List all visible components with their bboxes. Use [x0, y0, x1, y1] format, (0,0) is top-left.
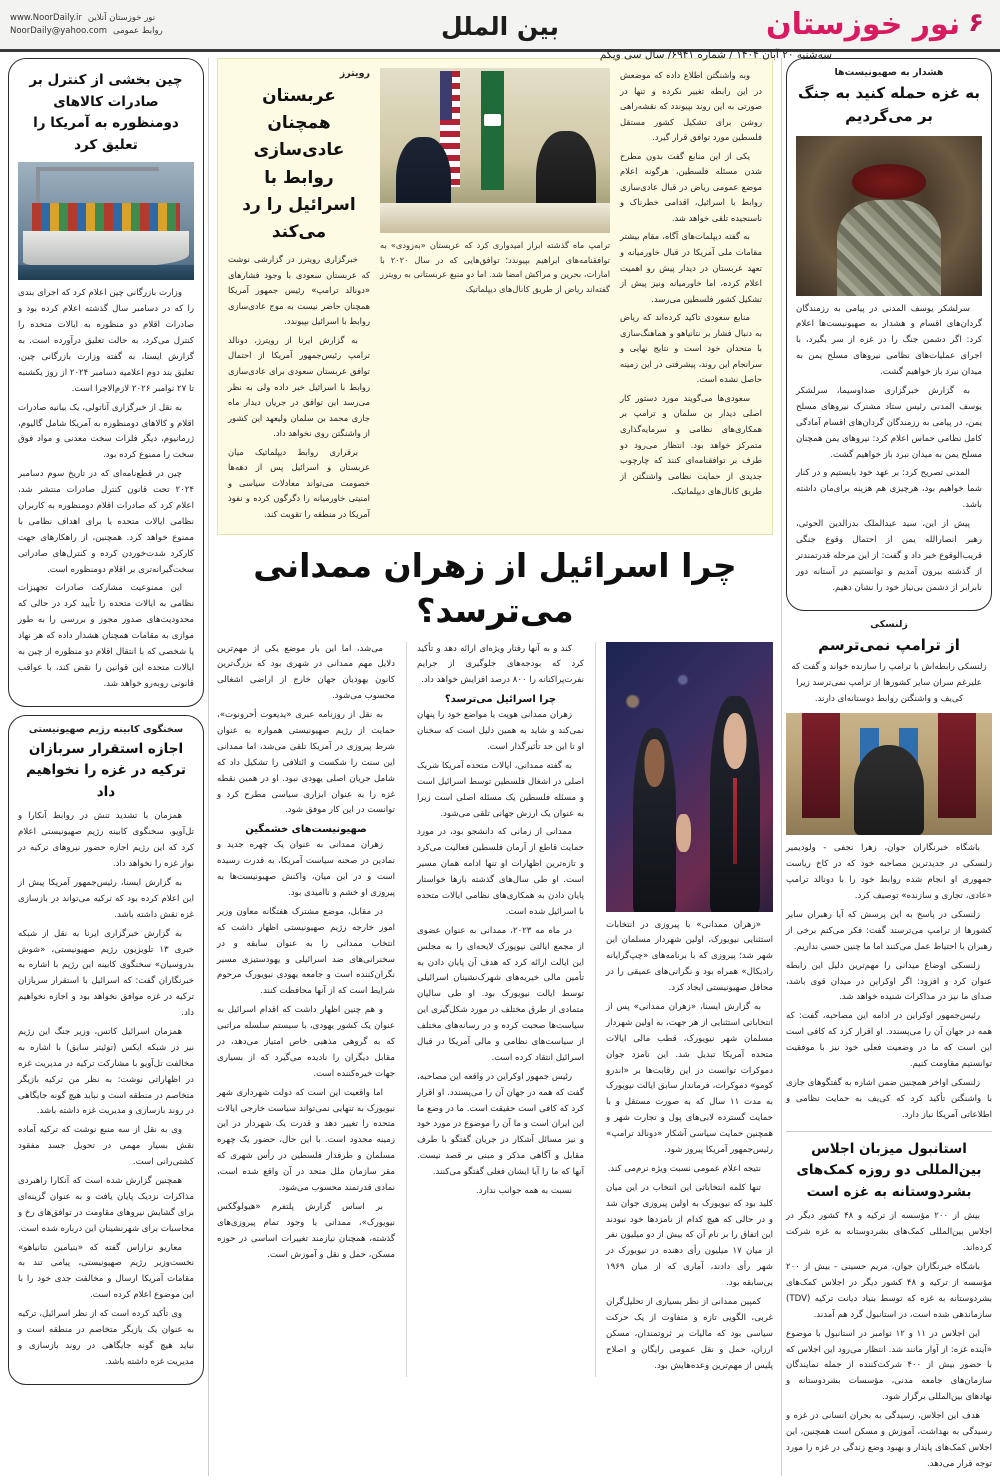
main-headline: چرا اسرائیل از زهران ممدانی می‌ترسد؟: [253, 546, 737, 630]
trump-mbs-meeting-photo: [380, 68, 610, 233]
yemen-p2: به گزارش خبرگزاری صداوسیما، سرلشکر یوسف المدنی رئیس ستاد مشترک نیروهای مسلح یمن، در پیامی به رزمندگان گردان‌های اقسام آمادگی کامل نظامی حماس اعلام کرد: نیروهای یمن همچنان مسلح یمن به میدان نبرد باز خواهیم گشت.: [796, 385, 982, 460]
main-cp1: زهران ممدانی هویت یا مواضع خود را پنهان نمی‌کند و شاید به همین دلیل است که سخنان او تا این حد تأثیرگذار است.: [417, 710, 584, 752]
yemeni-commander-photo: [796, 136, 982, 296]
main-lp2: زهران ممدانی به عنوان یک چهره جدید و نمادین در صحنه سیاست آمریکا، به قدرت رسیده است و در این میان، واکنش صهیونیست‌ها به پیروزی او خشم و ناامیدی بود.: [217, 840, 395, 898]
turkey-p2: به گزارش ایسنا، رئیس‌جمهور آمریکا پیش از این اعلام کرده بود که ترکیه می‌تواند در بازسازی غزه نقش داشته باشد.: [18, 877, 194, 920]
saudi-photo-block: [380, 68, 610, 525]
main-center-text: [417, 642, 584, 690]
left-column: [782, 58, 992, 1476]
table-foreground: [380, 203, 610, 233]
page-number: ۶: [968, 8, 984, 39]
main-cp3: ممدانی از زمانی که دانشجو بود، در مورد حمایت قاطع از آرمان فلسطین فعالیت می‌کرد و تازه‌ترین اظهارات او تنها ادامه همان مسیر است. او طی سال‌های گذشته بارها خواستار پایان دادن به همکاری‌های نظامی ایالات متحده با اسرائیل شده است.: [417, 827, 584, 917]
turkey-headline: اجازه استقرار سربازان ترکیه در غزه را نخواهیم داد: [26, 740, 186, 800]
main-cp6: نسبت به همه جوانب ندارد.: [475, 1186, 572, 1197]
article-istanbul-summit: [786, 1139, 992, 1473]
saudi-lp4: منابع سعودی تاکید کرده‌اند که ریاض به دنبال فشار بر نتانیاهو و هماهنگ‌سازی با متحدان خود است و نتایج نهایی و سرانجام این روند، پیشرفتی در این زمینه حاصل نشده است.: [620, 312, 762, 385]
saudi-lp1: وبه واشنگتن اطلاع داده که موضعش در این رابطه تغییر نکرده و تنها در صورتی به این روند بپیوندد که نقشه‌راهی روشن برای تشکیل کشور مستقل فلسطین مورد توافق قرار گیرد.: [620, 70, 762, 143]
main-left-text2: [217, 838, 395, 1263]
saudi-head-block: [228, 68, 370, 525]
shipping-containers: [32, 203, 180, 234]
istanbul-p2: باشگاه خبرنگاران جوان، مریم حسینی - بیش از ۲۰۰ مؤسسه از ترکیه و ۴۸ کشور دیگر در اجلاس کمک‌های بشردوستانه به غزه که توسط بنیاد دیانت ترکیه (TDV) سازماندهی شده است، در استانبول گرد هم آمدند.: [786, 1262, 992, 1320]
main-rp2: به گزارش ایسنا، «زهران ممدانی» پس از انتخاباتی استثنایی از هر جهت، به اولین شهردار مسلمان شهر نیویورک، قطب مالی ایالات متحده آمریکا تبدیل شد. این نامزد جوان دموکرات توانست در این رقابت‌ها بر «اندرو کومو» دموکرات، فرماندار سابق ایالت نیویورک به مدت ۱۱ سال که به صورت مستقل و با حمایت گسترده لابی‌های پول و تجارت شهر و همچنین حمایت سیاسی آشکار «دونالد ترامپ» رئیس‌جمهور آمریکا پیروز شود.: [606, 1001, 773, 1155]
mamdani-netanyahu-photo: [606, 642, 773, 912]
saudi-p3: برقراری روابط دیپلماتیک میان عربستان و اسرائیل پس از دهه‌ها خصومت می‌تواند معادلات سیاسی و امنیتی خاورمیانه را دگرگون کرده و نفوذ آمریکا در منطقه را تقویت کند.: [228, 446, 370, 519]
zelensky-p4: رئیس‌جمهور اوکراین در ادامه این مصاحبه، گفت: که همه در جهان آن را می‌پسندد. او اقرار کرد که کافی است این است که ما در وضعیت فعلی خود نیز با موفقیت توانستیم مقاومت کنیم.: [786, 1011, 992, 1070]
container-ship-photo: [18, 162, 194, 280]
netanyahu-figure: [710, 696, 760, 912]
page-body: [0, 52, 1000, 1480]
saudi-kicker: رویترز: [339, 68, 370, 79]
main-cp0: کند و به آنها رفتار ویژه‌ای ارائه دهد و تأکید کرد که بودجه‌های جلوگیری از جرایم نفرت‌پراکنانه را ۸۰۰ درصد افزایش خواهد داد.: [417, 643, 584, 686]
middle-column: [208, 58, 782, 1476]
ship-hull: [23, 231, 188, 266]
article-yemen-warning: [786, 58, 992, 611]
turkey-p7: معاریو نزاراس گفته که «بنیامین نتانیاهو» نخست‌وزیر رژیم صهیونیستی، پیامی تند به مقامات آمریکا ارسال و مخالفت جدی خود را با این موضوع اعلام کرده است.: [18, 1242, 194, 1301]
water-surface: [18, 265, 194, 280]
article-zelensky: [786, 619, 992, 1124]
main-right-text: [606, 918, 773, 1375]
china-p3: چین در قطع‌نامه‌ای که در تاریخ سوم دسامبر ۲۰۲۴ تحت قانون کنترل صادرات منتشر شد، اعلام کرد که صادرات اقلام دومنظوره به کاربران نظامی ایالات متحده یا برای اهداف نظامی با ممنوع خواهد کرد. همچنین، از راهکارهای جهت کارکرد شدت‌خوردن کرده و کنترل‌های صادراتی سخت‌گیرانه‌تری بر اقلام دومنظوره است.: [18, 469, 194, 575]
saudi-lp5: سعودی‌ها می‌گویند مورد دستور کار اصلی دیدار بن سلمان و ترامپ بر همکاری‌های نظامی و سرمایه‌گذاری متمرکز خواهد بود. انتظار می‌رود دو طرف بر توافقنامه‌ای کنند که چارچوب جدیدی از حمایت نظامی واشنگتن از طریق کانال‌های دیپلماتیک.: [620, 392, 762, 497]
main-rp5: کمپین ممدانی از نظر بسیاری از تحلیل‌گران غربی، الگویی تازه و متفاوت از یک حرکت سیاسی بود که مالیات بر ثروتمندان، مسکن ارزان، حمل و نقل عمومی رایگان و اصلاح پلیس از مهم‌ترین وعده‌هایش بود.: [606, 1297, 773, 1371]
turkey-p4: همزمان اسرائیل کاتس، وزیر جنگ این رژیم نیز در شبکه ایکس (توئیتر سابق) با اشاره به مخالفت تل‌آویو با مشارکت ترکیه در مدیریت غزه در اظهاراتی نوشت: به نظر من ترکیه بازیگر متخاصم در منطقه است و نباید هیچ گونه جایگاهی در روند بازسازی و مدیریت غزه داشته باشد.: [18, 1027, 194, 1117]
saudi-left-text: [620, 68, 762, 525]
main-cp4: در ماه مه ۲۰۲۳، ممدانی به عنوان عضوی از مجمع ایالتی نیویورک لایحه‌ای را به مجلس این ایالت ارائه کرد که هدف آن پایان دادن به تأمین مالی خیریه‌های شهرک‌نشینان اسرائیلی توسط ایالت نیویورک بود. او طی سالیان متمادی از طرق مختلف در مورد شکل‌گیری این سیاست‌ها صحبت کرده و در رسانه‌های مختلف از سیاست‌های نظامی و مالی آمریکا در قبال اسرائیل انتقاد کرده است.: [417, 925, 584, 1063]
website-label: نور خوزستان آنلاین: [87, 12, 156, 23]
turkey-body: [18, 809, 194, 1370]
right-column: [8, 58, 208, 1476]
saudi-lp2: یکی از این منابع گفت بدون مطرح شدن مسئله فلسطین، هرگونه اعلام موضع عمومی ریاض در قبال عادی‌سازی روابط با اسرائیل، اقدامی خطرناک و ناسنجیده تلقی خواهد شد.: [620, 150, 762, 223]
yemen-kicker: هشدار به صهیونیست‌ها: [834, 67, 944, 78]
zelensky-body: [786, 841, 992, 1123]
saudi-p1: خبرگزاری رویترز در گزارشی نوشت که عربستان سعودی با وجود فشارهای «دونالد ترامپ» رئیس جمهور آمریکا همچنان حاضر نیست به موج عادی‌سازی روابط با اسرائیل بپیوندد.: [228, 254, 370, 327]
website-url[interactable]: www.NoorDaily.ir: [10, 12, 82, 23]
saudi-p2: به گزارش ایرنا از رویترز، دونالد ترامپ رئیس‌جمهور آمریکا از احتمال توافق عربستان سعودی برای عادی‌سازی روابط با اسرائیل خبر داده ولی به نظر می‌رسد این توافق در جریان دیدار ماه جاری محمد بن سلمان ولیعهد این کشور از واشنگتن روی نخواهد داد.: [228, 334, 370, 439]
main-col-right: [595, 642, 773, 1378]
main-rp1: «زهران ممدانی» با پیروزی در انتخابات استثنایی نیویورک، اولین شهردار مسلمان این شهر شد؛ پیروزی که با برنامه‌های «چپ‌گرایانه رادیکال» همراه بود و نگرانی‌های عمیقی را در محافل صهیونیستی ایجاد کرد.: [606, 919, 773, 994]
main-lp5: اما واقعیت این است که دولت شهرداری شهر نیویورک به تنهایی نمی‌تواند سیاست خارجی ایالات متحده را تغییر دهد و قدرت یک شهردار در این زمینه محدود است. با این حال، حضور یک چهره مسلمان و طرفدار فلسطین در رأس شهری که مقر سازمان ملل متحد در آن واقع شده است، نمادی قدرتمند محسوب می‌شود.: [217, 1087, 395, 1194]
zelensky-p5: زلنسکی اواخر همچنین ضمن اشاره به گفتگوهای جاری با واشنگتن تأکید کرد که کی‌یف به حمایت نظامی و اطلاعاتی آمریکا نیاز دارد.: [786, 1077, 992, 1120]
main-col-center: [406, 642, 584, 1378]
email-row: [10, 25, 163, 38]
istanbul-headline: استانبول میزبان اجلاس بین‌المللی دو روزه کمک‌های بشردوستانه به غزه است: [796, 1140, 982, 1200]
main-subhead-2: صهیونیست‌های خشمگین: [245, 824, 367, 836]
main-lp4: و هم چنین اظهار داشت که اقدام اسرائیل به عنوان یک کشور یهودی، با سیستم سلسله مراتبی که به گروهی مذهبی خاص امتیاز می‌دهد، در مقابل دیگران را نادیده می‌گیرد که از بسیاری جهات خیره‌کننده است.: [217, 1005, 395, 1079]
zelensky-p3: زلنسکی اوضاع میدانی را مهم‌ترین دلیل این رابطه عنوان کرد و افزود: اگر اوکراین در میدان قوی باشد، صدای ما نیز در مذاکرات شنیده خواهد شد.: [786, 960, 992, 1003]
main-rp4: تنها کلمه انتخاباتی این انتخاب در این میان کلید بود که نیویورک به اولین پیروزی جوان شد و در حالی که هیچ کدام از نامزدها خود نبودند این اتفاق را بر نام آن که بیش از دو میلیون نفر از میان ۱۷ میلیون رأی دهنده در نیویورک در شهر رأی دادند، آماری که از میان ۱۹۶۹ بی‌سابقه بود.: [606, 1182, 773, 1289]
china-p1: وزارت بازرگانی چین اعلام کرد که اجرای بندی را که در دسامبر سال گذشته اعلام کرده بود و صادرات اقلام دو منظوره به ایالات متحده را کنترل می‌کرد، به حالت تعلیق درآورده است. به گزارش ایسنا، به گفته وزارت بازرگانی چین، تعلیق بند دوم اعلامیه دسامبر ۲۰۲۴ از روز یکشنبه تا ۲۷ نوامبر ۲۰۲۶ لازم‌الاجرا است.: [18, 288, 194, 394]
left-divider: [786, 1131, 992, 1132]
article-china-export-control: [8, 58, 204, 707]
zelensky-headline: از ترامپ نمی‌ترسم: [818, 635, 960, 654]
zelensky-photo: [786, 713, 992, 835]
istanbul-p3: این اجلاس در ۱۱ و ۱۲ نوامبر در استانبول با موضوع «آینده غزه: از آوار مانند شد. انتظار می‌رود این اجلاس که با حضور بیش از ۴۰۰ شرکت‌کننده از جمله نمایندگان سازمان‌های جامعه مدنی، مؤسسات بشردوستانه و نهادهای بین‌المللی برگزار شود.: [786, 1328, 992, 1403]
main-lp1: به نقل از روزنامه عبری «یدیعوت أحرونوت»، حمایت از رژیم صهیونیستی همواره به عنوان شرط پیروزی در آمریکا تلقی می‌شد، اما ممدانی این سنت را شکست و ائتلافی را تشکیل داد که شامل جریان اصلی یهودی نبود. او در همین نقطه غزه را به عنوان ابزاری سیاسی مطرح کرد و توانست در این کار موفق شود.: [217, 710, 395, 816]
saudi-flag-icon: [481, 71, 504, 190]
yemen-body: [796, 302, 982, 597]
main-left-text: [217, 642, 395, 820]
turkey-p6: همچنین گزارش شده است که آنکارا راهبردی مذاکرات نزدیک پایان یافت و به عنوان گزینه‌ای برای گشایش نیروهای مقاومت در توافق‌های رخ و محاسبات برای شهرنشینان این درباره شده است.: [18, 1176, 194, 1234]
logo-block: [766, 6, 961, 42]
istanbul-p1: بیش از ۲۰۰ مؤسسه از ترکیه و ۴۸ کشور دیگر در اجلاس بین‌المللی کمک‌های بشردوستانه به غزه شرکت کرده‌اند.: [786, 1211, 992, 1254]
zelensky-figure: [854, 745, 924, 835]
main-cp5: رئیس جمهور اوکراین در واقعه این مصاحبه، گفت که همه در جهان آن را می‌پسندد. او اقرار کرد که کافی است حقیقت است. ما در وضع ما این ایران است و ما آن را موضوع در مورد خود و نیز مسائل آشکار در جریان گفتگو با طرف مقابل و آگاهی مذکر و مبنی بر قصد نیست. آنها که ما را آیا ایشان فعلی گفتگو می‌کنند.: [417, 1071, 584, 1178]
yemen-p3: المدنی تصریح کرد: بر عهد خود بایستیم و در کنار شما خواهیم بود، هرچیزی هم هزینه برای‌مان داشته باشد.: [796, 468, 982, 511]
article-saudi-normalization: [217, 58, 773, 535]
istanbul-p4: هدف این اجلاس، رسیدگی به بحران انسانی در غزه و رسیدگی به بهداشت، آموزش و مسکن است همچنین، این اجلاس کمک‌های پایدار و بهبود وضع زندگی در غزه را مورد توجه قرار می‌دهد.: [786, 1411, 992, 1469]
pr-label: روابط عمومی: [113, 25, 163, 36]
main-cp2: به گفته ممدانی، ایالات متحده آمریکا شریک اصلی در اشغال فلسطین توسط اسرائیل است و مسئله فلسطین یک مسئله اصلی است زیرا به عنوان یک ارزش جهانی تلقی می‌شود.: [417, 760, 584, 819]
yemen-headline: به غزه حمله کنید به جنگ بر می‌گردیم: [797, 84, 980, 126]
saudi-lp3: به گفته دیپلمات‌های آگاه، مقام بیشتر مقامات ملی آمریکا در قبال خاورمیانه و تعهد عربستان در دیدار پیش رو اهمیت اعلام کرده، اما خاورمیانه ونیز پیش از تشکیل کشور فلسطین می‌رسد.: [620, 231, 762, 304]
email-address[interactable]: NoorDaily@yahoo.com: [10, 25, 107, 36]
contact-block: [10, 12, 163, 38]
main-subhead-1: چرا اسرائیل می‌ترسد؟: [444, 694, 557, 706]
china-body: [18, 286, 194, 692]
article-turkey-gaza: [8, 715, 204, 1385]
main-lp6: بر اساس گزارش پلتفرم «هیولوگکس نیویورک»، ممدانی با وجود تمام پیروزی‌های گذشته، همچنان نیازمند تغییرات اساسی در حوزه مسکن، حمل و نقل و آموزش است.: [217, 1201, 395, 1260]
masthead-dateline: سه‌شنبه ۲۰ آبان ۱۴۰۴ / شماره ۶۹۴۱/ سال سی ویکم: [599, 49, 832, 61]
istanbul-body: [786, 1209, 992, 1472]
turkey-p5: وی به نقل از سه منبع نوشت که ترکیه آماده نقش بسیار مهمی در تحویل جسد مفقود کشتی‌رانی است.: [18, 1125, 194, 1168]
newspaper-logo: نور خوزستان: [766, 6, 961, 42]
main-lp0: می‌شد، اما این بار موضع یکی از مهم‌ترین دلایل مهم ممدانی در شهری بود که بزرگ‌ترین کانون یهودیان جهان خارج از اراضی اشغالی محسوب می‌شود.: [217, 643, 395, 702]
main-rp3: نتیجه اعلام عمومی نسبت ویژه نرم‌می کند.: [607, 1163, 761, 1174]
saudi-photo-caption: ترامپ ماه گذشته ابراز امیدواری کرد که عربستان «به‌زودی» به توافقنامه‌های ابراهیم بپیوندد؛ توافق‌هایی که در سال ۲۰۲۰ با امارات، بحرین و مراکش امضا شد. اما دو منبع عربستانی به رویترز گفته‌اند ریاض از طریق کانال‌های دیپلماتیک: [380, 240, 610, 294]
section-title: بین الملل: [440, 12, 560, 41]
yemen-p1: سرلشکر یوسف المدنی در پیامی به رزمندگان گردان‌های اقسام و هشدار به صهیونیست‌ها اعلام کرد: اگر دشمن جنگ را در غزه از سر بگیرد، با اجرای عملیات‌های نظامی نیروهای مسلح یمن به میدان نبرد باز خواهیم گشت.: [796, 303, 982, 378]
masthead-branding: [766, 6, 984, 42]
turkey-p3: به گزارش خبرگزاری ایرنا به نقل از شبکه خبری ۱۳ تلویزیون رژیم صهیونیستی، «شوش بدروسیان» سخنگوی کابینه این رژیم با اشاره به خبرنگاران گفت: که اسرائیل با استقرار سربازان ترکیه در غزه موافق نخواهد بود و اجازه نخواهیم داد.: [18, 928, 194, 1019]
saudi-body: [228, 252, 370, 522]
turkey-kicker: سخنگوی کابینه رژیم صهیونیستی: [28, 723, 184, 735]
china-p2: به نقل از خبرگزاری آناتولی، یک بیانیه صادرات اقلام و کالاهای دومنظوره به آمریکا شامل گالیوم، ژرمانیوم، دیگر فلزات سخت معدنی و مواد فوق سخت را ممنوع کرده بود.: [18, 402, 194, 461]
masthead: [0, 0, 1000, 52]
zelensky-lead: زلنسکی رابطه‌اش با ترامپ را سازنده خواند و گفت که علیرغم سران سایر کشورها از ترامپ نمی‌ترسد زیرا کی‌یف و واشنگتن روابط دوستانه‌ای دارند.: [791, 661, 987, 704]
china-p4: این ممنوعیت مشارکت صادرات تجهیزات نظامی به ایالات متحده را تأیید کرد در حالی که محدودیت‌های صدور مجوز و بررسی را به طور موازی به مقامات همچنان هشدار داده که هر نهاد یا شخصی که با انتقال اقلام دو منظوره از چین به ایالات متحده این قوانین را نقض کند، با عواقب قانونی روبه‌رو خواهد شد.: [18, 583, 194, 689]
mamdani-figure: [633, 728, 676, 912]
gesturing-hand: [676, 814, 691, 852]
main-center-text2: [417, 708, 584, 1200]
website-row: [10, 12, 163, 25]
yemen-p4: پیش از این، سید عبدالملک بدرالدین الحوثی، رهبر انصارالله یمن از احتمال وقوع جنگی قریب‌الوقوع خبر داد و گفت: از این مرحله قدرتمندتر از گذشته بیرون آمدیم و توانستیم در آستانه دور نابرابر از دشمن بی‌نیاز خود را نشان دهیم.: [796, 519, 982, 593]
main-lp3: در مقابل، موضع مشترک هفتگانه معاون وزیر امور خارجه رژیم صهیونیستی اظهار داشت که انتخاب ممدانی را به عنوان سابقه و در سخنرانی‌های ضد اسرائیلی و یهودستیزی مسیر نگران‌کننده است و جامعه یهودی نیویورک مرحوم شرایط است که از آنها محافظت کنند.: [217, 906, 395, 997]
zelensky-p1: باشگاه خبرنگاران جوان، زهرا نجفی - ولودیمیر زلنسکی در جدیدترین مصاحبه خود که در کاخ ریاست جمهوری او انجام شده روابط خود را با دونالد ترامپ «عادی، تجاری و سازنده» توصیف کرد.: [786, 843, 992, 902]
main-article-body: [217, 642, 773, 1378]
zelensky-p2: زلنسکی در پاسخ به این پرسش که آیا رهبران سایر کشورها از ترامپ می‌ترسند گفت: فکر می‌کنم برخی از رهبران با احتیاط عمل می‌کنند اما ما چنین حسی نداریم.: [786, 910, 992, 952]
saudi-headline: عربستان همچنان عادی‌سازی روابط با اسرائیل را رد می‌کند: [242, 86, 356, 242]
china-headline: چین بخشی از کنترل بر صادرات کالاهای دومنظوره به آمریکا را تعلیق کرد: [29, 72, 183, 153]
turkey-p1: همزمان با تشدید تنش در روابط آنکارا و تل‌آویو، سخنگوی کابینه رژیم صهیونیستی اعلام کرد که این رژیم اجازه حضور نیروهای ترکیه در نوار غزه را نخواهد داد.: [18, 811, 194, 870]
main-col-left: [217, 642, 395, 1378]
zelensky-kicker: زلنسکی: [870, 618, 908, 630]
turkey-p8: وی تأکید کرده است که از نظر اسرائیل، ترکیه به عنوان یک بازیگر متخاصم در منطقه است و نباید هیچ گونه جایگاهی در روند بازسازی و مدیریت غزه داشته باشد.: [18, 1309, 194, 1367]
